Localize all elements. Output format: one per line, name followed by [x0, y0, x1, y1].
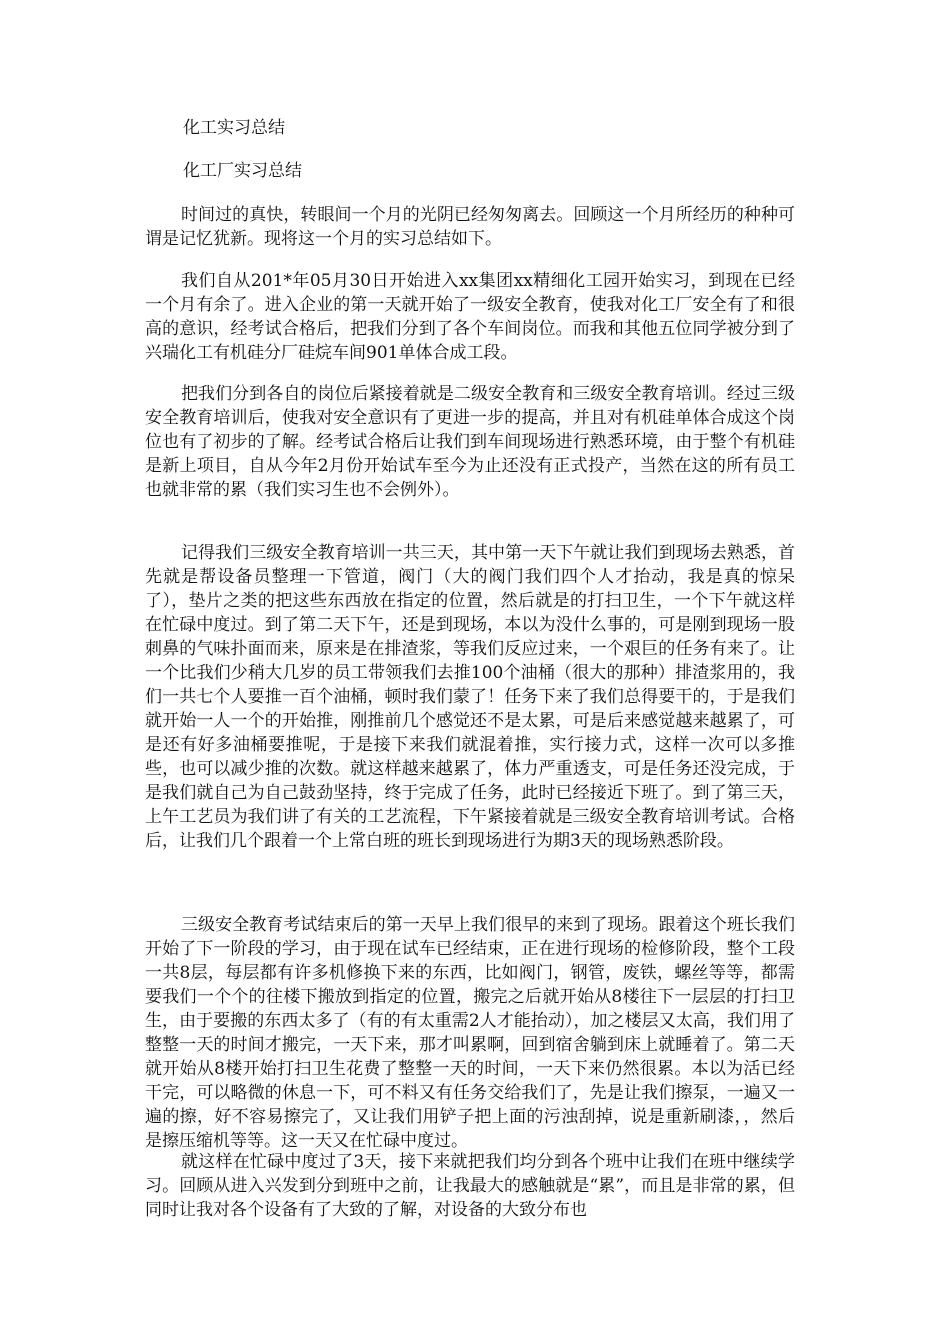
paragraph-4: 记得我们三级安全教育培训一共三天，其中第一天下午就让我们到现场去熟悉，首先就是帮设备员整理一下管道，阀门（大的阀门我们四个人才抬动，我是真的惊呆了），垫片之类的把这些东西放在指定的位置，然后就是的打扫卫生，一个下午就这样在忙碌中度过。到了第二天下午，还是到现场，本以为没什么事的，可是刚到现场一股刺鼻的气味扑面而来，原来是在排渣浆，等我们反应过来，一个艰巨的任务有来了。让一个比我们少稍大几岁的员工带领我们去推100个油桶（很大的那种）排渣浆用的，我们一共七个人要推一百个油桶，顿时我们蒙了！任务下来了我们总得要干的，于是我们就开始一人一个的开始推，刚推前几个感觉还不是太累，可是后来感觉越来越累了，可是还有好多油桶要推呢，于是接下来我们就混着推，实行接力式，这样一次可以多推些，也可以减少推的次数。就这样越来越累了，体力严重透支，可是任务还没完成，于是我们就自己为自己鼓劲坚持，终于完成了任务，此时已经接近下班了。到了第三天，上午工艺员为我们讲了有关的工艺流程，下午紧接着就是三级安全教育培训考试。合格后，让我们几个跟着一个上常白班的班长到现场进行为期3天的现场熟悉阶段。 [145, 543, 795, 851]
paragraph-2: 我们自从201*年05月30日开始进入xx集团xx精细化工园开始实习，到现在已经一个月有余了。进入企业的第一天就开始了一级安全教育，使我对化工厂安全有了和很高的意识，经考试合格后，把我们分到了各个车间岗位。而我和其他五位同学被分到了兴瑞化工有机硅分厂硅烷车间901单体合成工段。 [145, 271, 795, 363]
document-subtitle: 化工厂实习总结 [183, 161, 302, 181]
paragraph-6: 就这样在忙碌中度过了3天，接下来就把我们均分到各个班中让我们在班中继续学习。回顾从进入兴发到分到班中之前，让我最大的感触就是“累”，而且是非常的累，但同时让我对各个设备有了大致的了解，对设备的大致分布也 [145, 1152, 795, 1220]
paragraph-1: 时间过的真快，转眼间一个月的光阴已经匆匆离去。回顾这一个月所经历的种种可谓是记忆犹新。现将这一个月的实习总结如下。 [145, 205, 795, 249]
paragraph-5: 三级安全教育考试结束后的第一天早上我们很早的来到了现场。跟着这个班长我们开始了下一阶段的学习，由于现在试车已经结束，正在进行现场的检修阶段，整个工段一共8层，每层都有许多机修换下来的东西，比如阀门，钢管，废铁，螺丝等等，都需要我们一个个的往楼下搬放到指定的位置，搬完之后就开始从8楼往下一层层的打扫卫生，由于要搬的东西太多了（有的有太重需2人才能抬动），加之楼层又太高，我们用了整整一天的时间才搬完，一天下来，那才叫累啊，回到宿舍躺到床上就睡着了。第二天就开始从8楼开始打扫卫生花费了整整一天的时间，一天下来仍然很累。本以为活已经干完，可以略微的休息一下，可不料又有任务交给我们了，先是让我们擦泵，一遍又一遍的擦，好不容易擦完了，又让我们用铲子把上面的污浊刮掉，说是重新刷漆，，然后是擦压缩机等等。这一天又在忙碌中度过。 [145, 915, 795, 1151]
paragraph-3: 把我们分到各自的岗位后紧接着就是二级安全教育和三级安全教育培训。经过三级安全教育培训后，使我对安全意识有了更进一步的提高，并且对有机硅单体合成这个岗位也有了初步的了解。经考试合格后让我们到车间现场进行熟悉环境，由于整个有机硅是新上项目，自从今年2月份开始试车至今为止还没有正式投产，当然在这的所有员工也就非常的累（我们实习生也不会例外）。 [145, 384, 795, 500]
document-title: 化工实习总结 [183, 118, 285, 138]
